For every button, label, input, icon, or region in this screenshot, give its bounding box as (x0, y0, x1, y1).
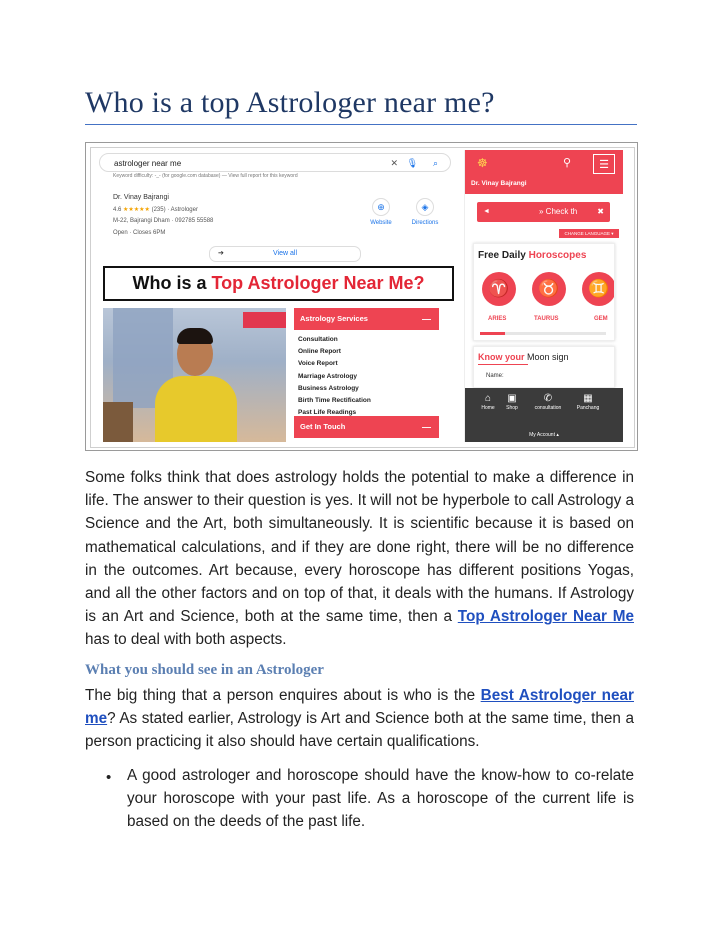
mobile-bottom-nav (465, 388, 623, 442)
banner-text-red: Top Astrologer Near Me? (211, 273, 425, 293)
check-banner-text: » Check th (539, 207, 578, 216)
google-result-panel (93, 150, 461, 266)
bullet-icon: • (106, 769, 112, 786)
business-rating (113, 206, 198, 213)
astrologer-photo (103, 308, 286, 442)
services-heading (294, 308, 439, 330)
directions-icon: ◈ (416, 198, 434, 216)
moon-sign-title (478, 352, 569, 362)
directions-action (403, 198, 447, 226)
title-underline (85, 124, 637, 125)
website-action (359, 198, 403, 226)
photo-shelf (103, 402, 133, 442)
banner-heading (103, 266, 454, 301)
rating-details: (235) · Astrologer (151, 207, 198, 213)
calendar-icon: ▦ (583, 393, 593, 404)
keyword-line: Keyword difficulty: -_- (for google.com database) — View full report for this keyword (113, 173, 298, 179)
check-banner (477, 202, 610, 222)
second-text-a: The big thing that a person enquires about is who is the (85, 687, 481, 704)
globe-icon: ⊕ (372, 198, 390, 216)
business-address: M-22, Bajrangi Dham · 092785 55588 (113, 218, 214, 224)
service-item: Voice Report (298, 360, 338, 368)
moon-title-underline (478, 364, 528, 365)
get-in-touch-text: Get In Touch (300, 422, 346, 431)
aries-icon: ♈ (482, 272, 516, 306)
minus-icon: — (422, 422, 431, 432)
gemini-icon: ♊ (582, 272, 615, 306)
my-account-link: My Account ▴ (529, 432, 559, 438)
taurus-icon: ♉ (532, 272, 566, 306)
bullet-item: A good astrologer and horoscope should have the know-how to co-relate your horoscope with your past life. As a horoscope of the current life is based on the deeds of the past life. (127, 767, 634, 831)
mobile-site-panel (464, 150, 623, 442)
sign-label-gemini: GEM (594, 316, 608, 322)
arrow-right-icon: ➔ (218, 250, 224, 257)
horoscope-title-red: Horoscopes (528, 250, 587, 261)
get-in-touch-bar (294, 416, 439, 438)
carousel-scrollbar-fill (480, 332, 505, 335)
phone-icon: ✆ (543, 393, 553, 404)
moon-title-black: Moon sign (524, 352, 569, 362)
nav-panchang-label: Panchang (576, 405, 600, 411)
hamburger-menu-icon: ☰ (593, 154, 615, 174)
nav-consultation-label: consultation (534, 405, 562, 411)
services-panel (294, 308, 439, 442)
moon-name-label: Name: (486, 373, 504, 379)
photo-sign (243, 312, 286, 328)
sign-label-taurus: TAURUS (534, 316, 559, 322)
service-item: Past Life Readings (298, 409, 357, 417)
business-name: Dr. Vinay Bajrangi (113, 194, 169, 201)
second-text-b: ? As stated earlier, Astrology is Art and Science both at the same time, then a person practicing it also should have certain qualifications. (85, 710, 634, 751)
mic-icon: 🎙 (406, 158, 418, 168)
close-icon: ✕ (390, 158, 398, 168)
moon-sign-card (473, 346, 615, 388)
carousel-scrollbar (480, 332, 606, 335)
service-item: Consultation (298, 336, 338, 343)
mobile-brand: Dr. Vinay Bajrangi (471, 180, 527, 187)
horoscope-card-title (478, 250, 586, 261)
service-item: Marriage Astrology (298, 372, 357, 380)
search-icon: ⌕ (432, 158, 438, 168)
service-item: Online Report (298, 348, 341, 356)
shop-bag-icon: ▣ (507, 393, 517, 404)
nav-item-consultation (531, 392, 565, 411)
screenshot-frame (90, 147, 635, 448)
screenshot-image (85, 142, 638, 451)
intro-paragraph (85, 466, 634, 652)
megaphone-icon: ◄ (483, 208, 490, 215)
view-all-label: View all (273, 250, 297, 257)
home-icon: ⌂ (484, 393, 492, 404)
nav-item-panchang (571, 392, 605, 411)
best-astrologer-link[interactable]: Best Astrologer near me (85, 687, 634, 728)
horoscope-title-black: Free Daily (478, 250, 529, 261)
photo-person-body (155, 376, 237, 442)
nav-home-label: Home (481, 405, 495, 411)
star-icons: ★★★★★ (123, 207, 150, 213)
cart-icon: ⚲ (563, 157, 572, 169)
services-heading-text: Astrology Services (300, 314, 368, 323)
intro-text-b: has to deal with both aspects. (85, 631, 287, 649)
business-hours: Open · Closes 6PM (113, 230, 166, 236)
search-query: astrologer near me (114, 159, 182, 168)
service-item: Birth Time Rectification (298, 396, 371, 404)
change-language-button: CHANGE LANGUAGE ▾ (559, 229, 619, 238)
sign-label-aries: ARIES (488, 316, 507, 322)
view-all-button (209, 246, 361, 262)
website-label: Website (370, 220, 392, 226)
close-icon: ✖ (597, 207, 604, 216)
logo-icon: ☸ (477, 156, 488, 170)
nav-shop-label: Shop (506, 405, 518, 411)
section-subheading: What you should see in an Astrologer (85, 662, 324, 678)
minus-icon: — (422, 314, 431, 324)
service-item: Business Astrology (298, 384, 359, 392)
moon-title-red: Know your (478, 352, 525, 362)
second-paragraph (85, 684, 634, 754)
photo-person-hair (177, 328, 213, 344)
daily-horoscope-card (473, 243, 615, 341)
services-list (294, 334, 439, 419)
rating-value: 4.6 (113, 207, 122, 213)
page-title: Who is a top Astrologer near me? (85, 86, 495, 119)
nav-item-shop (495, 392, 529, 411)
intro-text-a: Some folks think that does astrology holds the potential to make a difference in life. The answer to their question is yes. It will not be hyperbole to call Astrology a Science and the Art, both simultaneously. It is scientific because it is based on mathematical calculations, and if they are done right, there will be no difference in the outcomes. Art because, every horoscope has different positions Yogas, and all the other factors and on top of that, it deals with the humans. If Astrology is an Art and Science, both at the same time, then a (85, 469, 634, 626)
google-search-box (99, 153, 451, 172)
mobile-header (465, 150, 623, 194)
directions-label: Directions (411, 220, 439, 226)
banner-text-black: Who is a (132, 273, 212, 293)
top-astrologer-link[interactable]: Top Astrologer Near Me (457, 608, 634, 626)
